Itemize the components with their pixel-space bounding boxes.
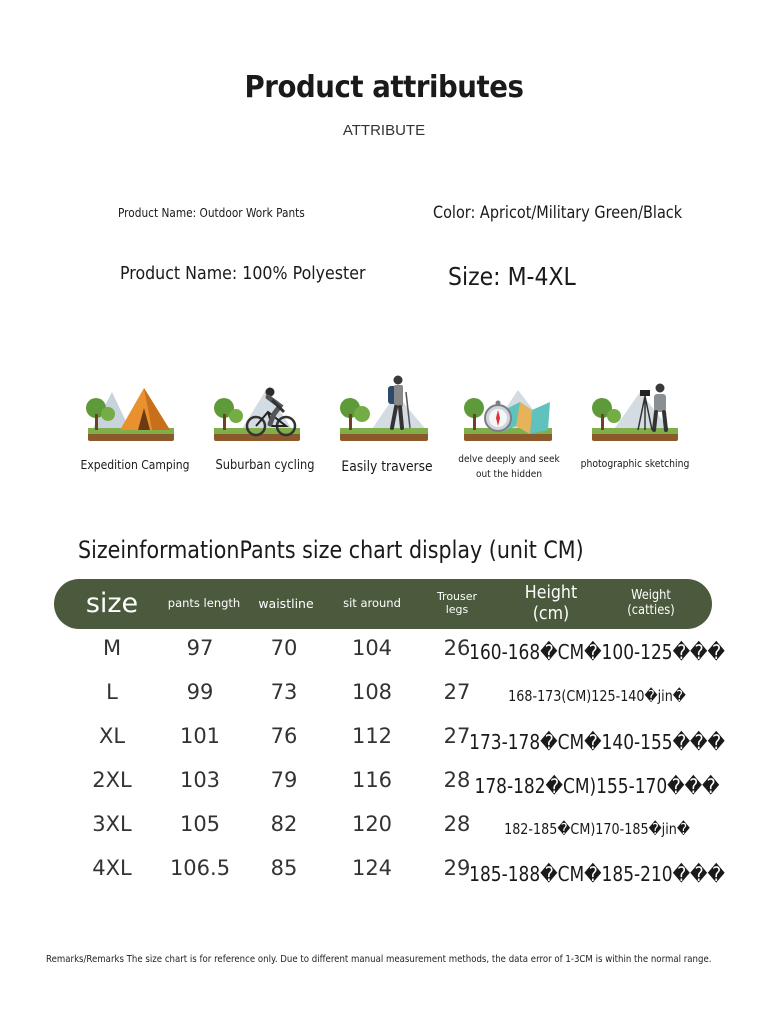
header-height: Height (cm) <box>524 582 578 624</box>
cell-size: M <box>102 636 122 660</box>
cell-sit-around: 112 <box>351 724 393 748</box>
table-row <box>54 670 712 714</box>
remarks-note: Remarks/Remarks The size chart is for reference only. Due to different manual measurement methods, the data error of 1-3CM is within the normal range. <box>46 954 712 965</box>
cell-pants-length: 103 <box>179 768 221 792</box>
cell-size: 3XL <box>92 812 132 836</box>
cell-pants-length: 101 <box>179 724 221 748</box>
photographer-icon <box>588 372 684 446</box>
header-pants-length: pants length <box>167 596 241 611</box>
cell-pants-length: 105 <box>179 812 221 836</box>
cell-waistline: 85 <box>270 856 298 880</box>
cell-sit-around: 124 <box>351 856 393 880</box>
cell-trouser-legs: 29 <box>443 856 471 880</box>
cell-waistline: 70 <box>270 636 298 660</box>
cell-sit-around: 108 <box>351 680 393 704</box>
cell-height-weight: 160-168�CM�100-125��� <box>469 640 725 664</box>
size-chart-title: SizeinformationPants size chart display (unit CM) <box>78 536 584 564</box>
header-size: size <box>85 588 139 620</box>
size-attribute: Size: M-4XL <box>448 262 576 291</box>
page-title: Product attributes <box>244 70 524 105</box>
cell-trouser-legs: 27 <box>443 680 471 704</box>
cell-size: 4XL <box>92 856 132 880</box>
material-attribute: Product Name: 100% Polyester <box>120 263 366 284</box>
scene-label-explore: delve deeply and seek out the hidden <box>458 454 560 480</box>
cell-height-weight: 178-182�CM)155-170��� <box>474 774 720 798</box>
cell-pants-length: 97 <box>186 636 214 660</box>
cell-size: XL <box>98 724 126 748</box>
header-sit-around: sit around <box>343 596 401 611</box>
header-trouser-legs: Trouser legs <box>436 590 478 616</box>
scene-label-traverse: Easily traverse <box>341 459 433 475</box>
cell-waistline: 79 <box>270 768 298 792</box>
cell-size: 2XL <box>92 768 132 792</box>
cell-waistline: 76 <box>270 724 298 748</box>
page-subtitle: ATTRIBUTE <box>342 122 426 139</box>
table-row <box>54 846 725 890</box>
cell-pants-length: 106.5 <box>169 856 231 880</box>
header-waistline: waistline <box>258 595 314 611</box>
size-chart-header <box>54 579 712 629</box>
cell-height-weight: 168-173(CM)125-140�jin� <box>508 687 686 705</box>
cell-trouser-legs: 27 <box>443 724 471 748</box>
cell-height-weight: 185-188�CM�185-210��� <box>469 862 725 886</box>
cell-waistline: 82 <box>270 812 298 836</box>
table-row <box>54 714 725 758</box>
cell-waistline: 73 <box>270 680 298 704</box>
header-weight: Weight (catties) <box>627 588 675 618</box>
cell-height-weight: 173-178�CM�140-155��� <box>469 730 725 754</box>
table-row <box>54 802 712 846</box>
cyclist-icon <box>210 372 306 446</box>
compass-map-icon <box>460 372 556 446</box>
cell-sit-around: 104 <box>351 636 393 660</box>
cell-trouser-legs: 28 <box>443 768 471 792</box>
color-attribute: Color: Apricot/Military Green/Black <box>433 203 683 223</box>
hiker-icon <box>336 372 432 446</box>
table-row <box>54 758 720 802</box>
cell-pants-length: 99 <box>186 680 214 704</box>
table-row <box>54 626 725 670</box>
cell-height-weight: 182-185�CM)170-185�jin� <box>504 820 690 838</box>
camping-tent-icon <box>82 372 178 446</box>
cell-sit-around: 120 <box>351 812 393 836</box>
cell-trouser-legs: 26 <box>443 636 471 660</box>
cell-size: L <box>106 680 118 704</box>
cell-trouser-legs: 28 <box>443 812 471 836</box>
product-name-attribute: Product Name: Outdoor Work Pants <box>118 206 305 220</box>
scene-label-camping: Expedition Camping <box>80 458 190 472</box>
scene-label-photography: photographic sketching <box>580 458 690 470</box>
cell-sit-around: 116 <box>351 768 393 792</box>
scene-label-cycling: Suburban cycling <box>215 458 315 473</box>
